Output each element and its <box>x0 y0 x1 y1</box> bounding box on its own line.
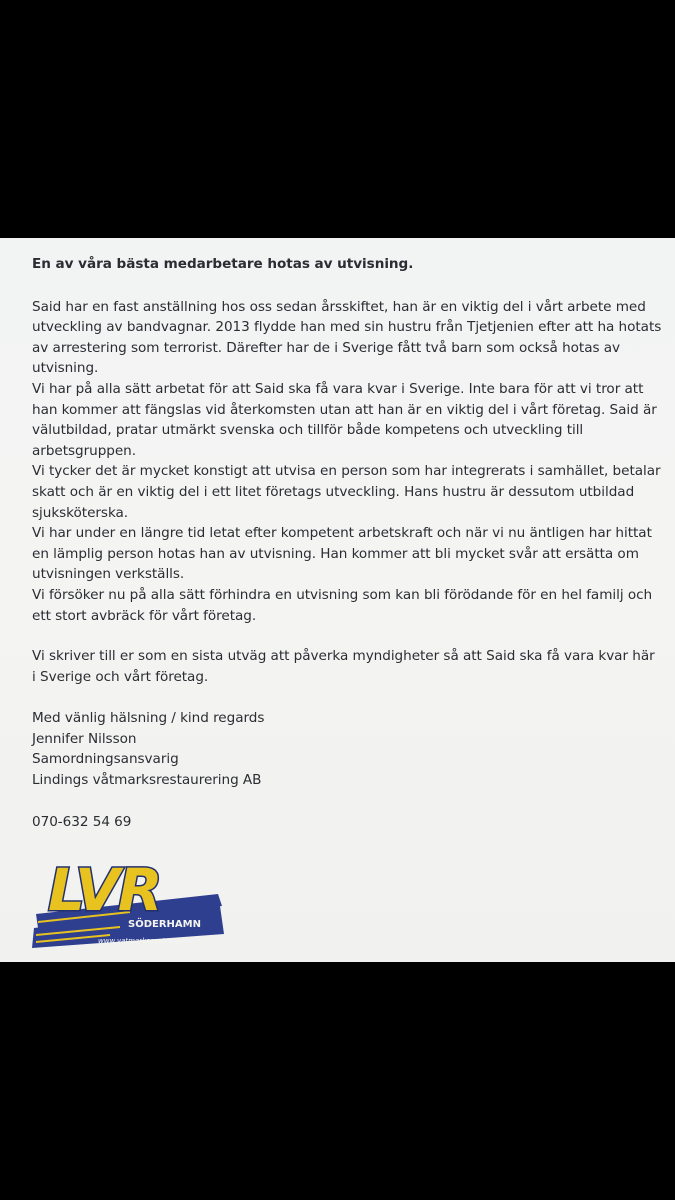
letter-headline: En av våra bästa medarbetare hotas av utvisning. <box>32 256 414 272</box>
paragraph-integration: Vi tycker det är mycket konstigt att utvisa en person som har integrerats i samhället, betalar skatt och är en viktig del i ett litet företags utveckling. Hans hustru är dessutom utbildad sjuksköterska. <box>32 463 661 521</box>
signer-name: Jennifer Nilsson <box>32 730 137 747</box>
signature-block <box>32 708 662 790</box>
company-name: Lindings våtmarksrestaurering AB <box>32 772 262 789</box>
signer-title: Samordningsansvarig <box>32 751 179 768</box>
letter-body <box>32 254 662 832</box>
logo-town: SÖDERHAMN <box>128 919 201 930</box>
logo-wordmark: LVR <box>48 856 161 924</box>
paragraph-efforts: Vi har på alla sätt arbetat för att Said ska få vara kvar i Sverige. Inte bara för att vi tror att han kommer att fängslas vid återkomsten utan att han är en viktig del i vårt företag. Said är välutbildad, pratar utmärkt svenska och tillför både kompetens och utveckling till arbetsgruppen. <box>32 380 657 459</box>
paragraph-last-resort: Vi skriver till er som en sista utväg att påverka myndigheter så att Said ska få vara kvar här i Sverige och vårt företag. <box>32 648 655 685</box>
paragraph-employment: Said har en fast anställning hos oss sedan årsskiftet, han är en viktig del i vårt arbete med utveckling av bandvagnar. 2013 flydde han med sin hustru från Tjetjenien efter att ha hotats av arrestering som terrorist. Därefter har de i Sverige fått två barn som också hotas av utvisning. <box>32 298 662 377</box>
logo-graphic <box>30 848 226 948</box>
closing-greeting: Med vänlig hälsning / kind regards <box>32 710 265 727</box>
phone-number: 070-632 54 69 <box>32 813 132 830</box>
paragraph-prevent: Vi försöker nu på alla sätt förhindra en utvisning som kan bli förödande för en hel familj och ett stort avbräck för vårt företag. <box>32 586 653 624</box>
paragraph-spacer <box>32 626 662 646</box>
logo-website: www.vatmarkscentrum.se <box>98 937 190 945</box>
company-logo <box>30 848 226 948</box>
paragraph-workforce: Vi har under en längre tid letat efter kompetent arbetskraft och när vi nu äntligen har hittat en lämplig person hotas han av utvisning. Han kommer att bli mycket svår att ersätta om utvisningen verkställs. <box>32 525 652 583</box>
letter-page <box>0 238 675 962</box>
